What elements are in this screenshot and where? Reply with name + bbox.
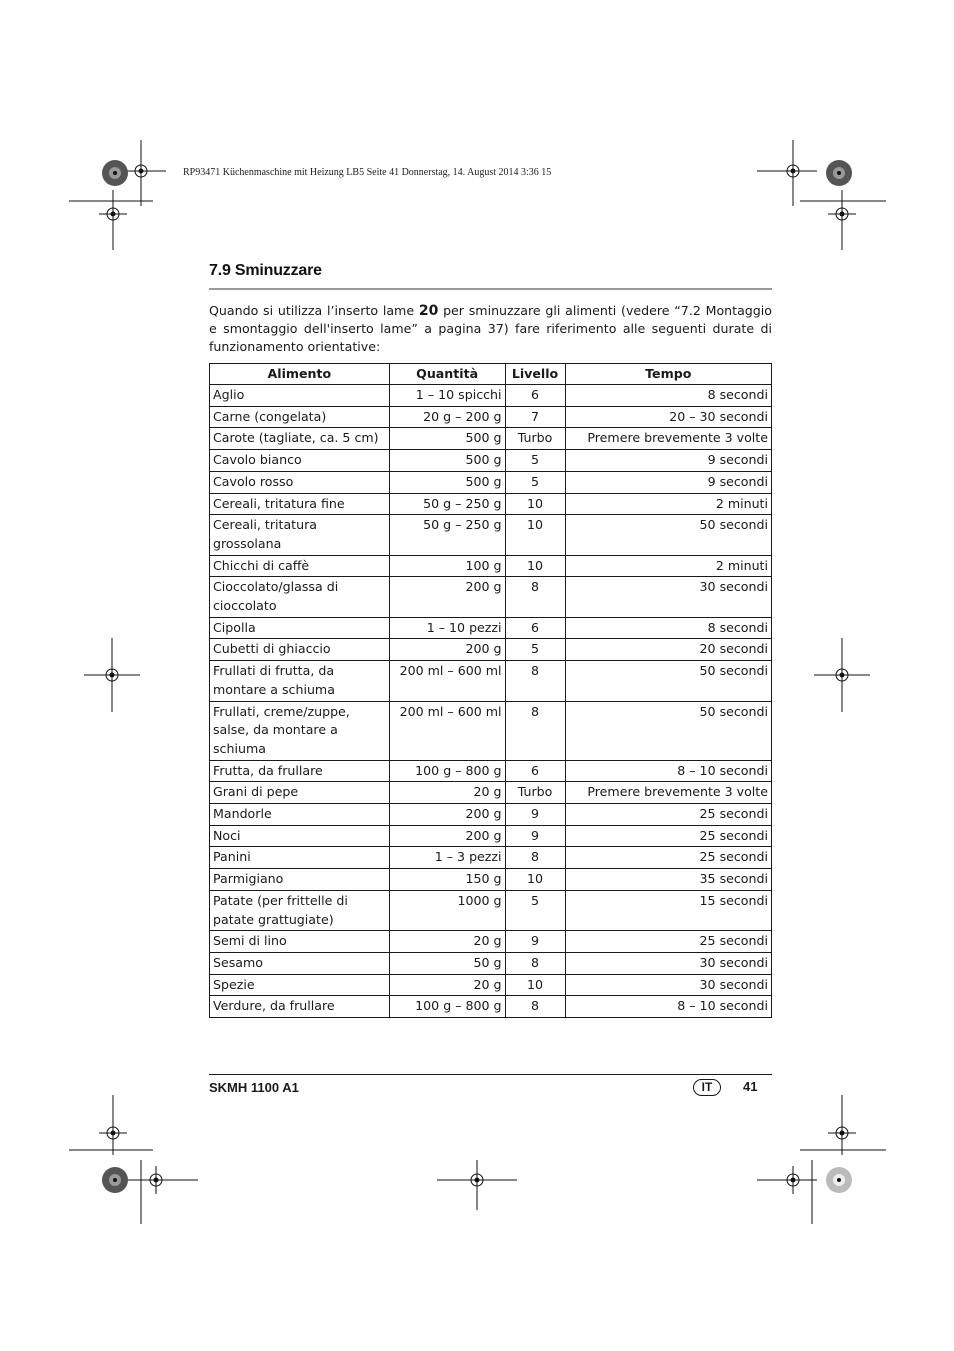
cell-tempo: 8 secondi xyxy=(565,385,772,407)
cell-livello: 8 xyxy=(505,952,565,974)
cell-tempo: 20 – 30 secondi xyxy=(565,406,772,428)
cell-alimento: Cavolo rosso xyxy=(210,471,390,493)
cell-quantita: 200 g xyxy=(389,804,505,826)
cell-livello: 8 xyxy=(505,701,565,760)
cell-tempo: 30 secondi xyxy=(565,577,772,617)
cell-quantita: 200 g xyxy=(389,825,505,847)
intro-text-before: Quando si utilizza l’inserto lame xyxy=(209,303,419,318)
cell-quantita: 20 g – 200 g xyxy=(389,406,505,428)
cell-livello: 6 xyxy=(505,617,565,639)
cell-alimento: Cioccolato/glassa di cioccolato xyxy=(210,577,390,617)
cell-livello: 6 xyxy=(505,760,565,782)
cell-alimento: Aglio xyxy=(210,385,390,407)
cell-tempo: Premere brevemente 3 volte xyxy=(565,782,772,804)
table-row xyxy=(210,974,772,996)
print-header: RP93471 Küchenmaschine mit Heizung LB5 Seite 41 Donnerstag, 14. August 2014 3:36 15 xyxy=(183,167,552,178)
table-row xyxy=(210,996,772,1018)
table-row xyxy=(210,869,772,891)
cell-tempo: 2 minuti xyxy=(565,493,772,515)
cell-alimento: Verdure, da frullare xyxy=(210,996,390,1018)
cell-quantita: 200 g xyxy=(389,577,505,617)
cell-livello: 9 xyxy=(505,931,565,953)
cell-alimento: Cubetti di ghiaccio xyxy=(210,639,390,661)
table-row xyxy=(210,952,772,974)
crosshair-icon xyxy=(126,1160,198,1224)
cell-livello: 5 xyxy=(505,890,565,930)
table-row xyxy=(210,890,772,930)
table-row xyxy=(210,385,772,407)
crosshair-icon xyxy=(814,638,870,712)
cell-tempo: Premere brevemente 3 volte xyxy=(565,428,772,450)
crosshair-icon xyxy=(69,1095,153,1155)
cell-tempo: 15 secondi xyxy=(565,890,772,930)
cell-alimento: Carne (congelata) xyxy=(210,406,390,428)
table-row xyxy=(210,471,772,493)
cell-alimento: Spezie xyxy=(210,974,390,996)
cell-alimento: Patate (per frittelle di patate grattugiate) xyxy=(210,890,390,930)
table-row xyxy=(210,406,772,428)
cell-quantita: 150 g xyxy=(389,869,505,891)
cell-quantita: 20 g xyxy=(389,974,505,996)
cell-alimento: Frullati, creme/zuppe, salse, da montare a schiuma xyxy=(210,701,390,760)
cell-tempo: 8 – 10 secondi xyxy=(565,996,772,1018)
footer-model: SKMH 1100 A1 xyxy=(209,1080,299,1095)
cell-tempo: 8 – 10 secondi xyxy=(565,760,772,782)
registration-wheel-icon xyxy=(824,1165,854,1195)
table-row xyxy=(210,428,772,450)
cell-tempo: 30 secondi xyxy=(565,952,772,974)
cell-alimento: Cereali, tritatura fine xyxy=(210,493,390,515)
cell-tempo: 25 secondi xyxy=(565,931,772,953)
registration-wheel-icon xyxy=(100,158,130,188)
cell-livello: Turbo xyxy=(505,428,565,450)
table-row xyxy=(210,493,772,515)
cell-livello: 10 xyxy=(505,869,565,891)
table-row xyxy=(210,825,772,847)
cell-alimento: Grani di pepe xyxy=(210,782,390,804)
cell-alimento: Sesamo xyxy=(210,952,390,974)
cell-livello: 10 xyxy=(505,493,565,515)
cell-quantita: 100 g – 800 g xyxy=(389,760,505,782)
cell-livello: 8 xyxy=(505,996,565,1018)
cell-quantita: 50 g – 250 g xyxy=(389,515,505,555)
crosshair-icon xyxy=(84,638,140,712)
registration-wheel-icon xyxy=(824,158,854,188)
cell-quantita: 20 g xyxy=(389,931,505,953)
cell-livello: 5 xyxy=(505,450,565,472)
cell-quantita: 20 g xyxy=(389,782,505,804)
table-body xyxy=(210,385,772,1018)
cell-quantita: 100 g – 800 g xyxy=(389,996,505,1018)
cell-quantita: 500 g xyxy=(389,450,505,472)
registration-wheel-icon xyxy=(100,1165,130,1195)
cell-alimento: Semi di lino xyxy=(210,931,390,953)
crosshair-icon xyxy=(69,190,153,250)
cell-alimento: Cipolla xyxy=(210,617,390,639)
cell-alimento: Frullati di frutta, da montare a schiuma xyxy=(210,661,390,701)
table-header-row xyxy=(210,364,772,385)
crosshair-icon xyxy=(800,1095,886,1155)
cell-livello: 5 xyxy=(505,471,565,493)
language-badge: IT xyxy=(693,1079,721,1096)
cell-tempo: 20 secondi xyxy=(565,639,772,661)
cell-quantita: 200 ml – 600 ml xyxy=(389,701,505,760)
cell-quantita: 50 g xyxy=(389,952,505,974)
cell-tempo: 50 secondi xyxy=(565,515,772,555)
cell-livello: 8 xyxy=(505,661,565,701)
cell-quantita: 1 – 10 spicchi xyxy=(389,385,505,407)
cell-livello: 9 xyxy=(505,825,565,847)
chopping-times-table xyxy=(209,363,772,1018)
cell-alimento: Frutta, da frullare xyxy=(210,760,390,782)
cell-livello: 8 xyxy=(505,847,565,869)
cell-alimento: Mandorle xyxy=(210,804,390,826)
header-quantita: Quantità xyxy=(389,364,505,385)
cell-alimento: Carote (tagliate, ca. 5 cm) xyxy=(210,428,390,450)
section-title: 7.9 Sminuzzare xyxy=(209,262,322,279)
crosshair-icon xyxy=(437,1160,517,1210)
header-alimento: Alimento xyxy=(210,364,390,385)
cell-tempo: 50 secondi xyxy=(565,701,772,760)
table-row xyxy=(210,639,772,661)
table-row xyxy=(210,847,772,869)
cell-tempo: 2 minuti xyxy=(565,555,772,577)
cell-tempo: 50 secondi xyxy=(565,661,772,701)
table-row xyxy=(210,515,772,555)
intro-text-after: per sminuzzare gli alimenti (vedere “7.2 Montaggio e smontaggio dell'inserto lame” a pagina 37) fare riferimento alle seguenti durate di funzionamento orientative: xyxy=(209,303,772,354)
table-row xyxy=(210,617,772,639)
cell-livello: 8 xyxy=(505,577,565,617)
table-row xyxy=(210,701,772,760)
cell-tempo: 25 secondi xyxy=(565,825,772,847)
cell-alimento: Noci xyxy=(210,825,390,847)
cell-quantita: 200 ml – 600 ml xyxy=(389,661,505,701)
table-row xyxy=(210,555,772,577)
cell-livello: Turbo xyxy=(505,782,565,804)
cell-tempo: 35 secondi xyxy=(565,869,772,891)
header-tempo: Tempo xyxy=(565,364,772,385)
table-row xyxy=(210,450,772,472)
cell-quantita: 50 g – 250 g xyxy=(389,493,505,515)
cell-alimento: Parmigiano xyxy=(210,869,390,891)
cell-tempo: 25 secondi xyxy=(565,804,772,826)
cell-alimento: Cavolo bianco xyxy=(210,450,390,472)
cell-quantita: 1 – 10 pezzi xyxy=(389,617,505,639)
cell-livello: 5 xyxy=(505,639,565,661)
cell-alimento: Panini xyxy=(210,847,390,869)
table-row xyxy=(210,577,772,617)
cell-quantita: 1000 g xyxy=(389,890,505,930)
cell-tempo: 9 secondi xyxy=(565,450,772,472)
cell-livello: 10 xyxy=(505,974,565,996)
cell-livello: 10 xyxy=(505,515,565,555)
cell-quantita: 500 g xyxy=(389,471,505,493)
cell-livello: 6 xyxy=(505,385,565,407)
table-row xyxy=(210,804,772,826)
cell-tempo: 30 secondi xyxy=(565,974,772,996)
header-livello: Livello xyxy=(505,364,565,385)
intro-part-number: 20 xyxy=(418,303,439,319)
page-number: 41 xyxy=(743,1079,758,1094)
table-row xyxy=(210,760,772,782)
cell-livello: 10 xyxy=(505,555,565,577)
cell-alimento: Chicchi di caffè xyxy=(210,555,390,577)
cell-quantita: 200 g xyxy=(389,639,505,661)
cell-quantita: 1 – 3 pezzi xyxy=(389,847,505,869)
cell-livello: 9 xyxy=(505,804,565,826)
table-row xyxy=(210,782,772,804)
cell-quantita: 500 g xyxy=(389,428,505,450)
crosshair-icon xyxy=(800,190,886,250)
intro-paragraph xyxy=(209,302,772,356)
cell-quantita: 100 g xyxy=(389,555,505,577)
title-rule xyxy=(209,288,772,290)
table-row xyxy=(210,661,772,701)
cell-tempo: 8 secondi xyxy=(565,617,772,639)
table-row xyxy=(210,931,772,953)
footer-rule xyxy=(209,1074,772,1075)
cell-alimento: Cereali, tritatura grossolana xyxy=(210,515,390,555)
crosshair-icon xyxy=(757,1160,817,1224)
cell-livello: 7 xyxy=(505,406,565,428)
cell-tempo: 9 secondi xyxy=(565,471,772,493)
cell-tempo: 25 secondi xyxy=(565,847,772,869)
